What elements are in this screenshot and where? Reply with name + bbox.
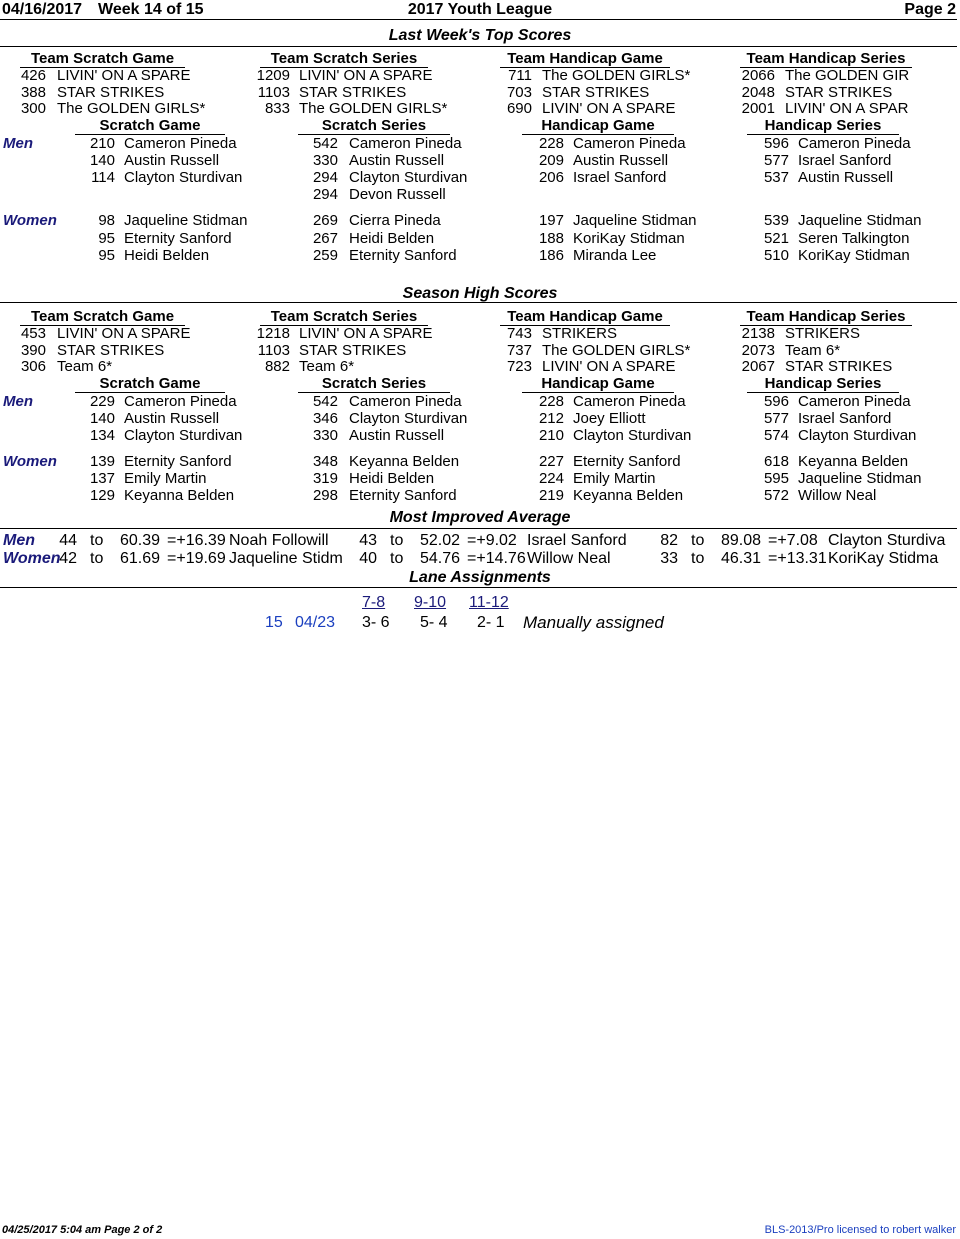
men-bowler: Cameron Pineda bbox=[573, 135, 686, 152]
men-score: 229 bbox=[89, 393, 115, 410]
men-bowler: Israel Sanford bbox=[798, 410, 892, 427]
women-bowler: Heidi Belden bbox=[124, 247, 210, 264]
women-bowler: Eternity Sanford bbox=[573, 453, 681, 470]
lane-head-9-10: 9-10 bbox=[414, 594, 447, 611]
team-score: 2073 bbox=[741, 341, 775, 359]
improved-avg: 52.02 bbox=[419, 532, 460, 549]
team-name: The GOLDEN GIRLS* bbox=[542, 67, 691, 84]
lane-date: 04/23 bbox=[295, 614, 336, 631]
team-name: The GOLDEN GIRLS* bbox=[57, 100, 206, 117]
men-bowler: Cameron Pineda bbox=[798, 135, 911, 152]
men-bowler: Cameron Pineda bbox=[124, 393, 237, 410]
individual-col-head: Handicap Series bbox=[747, 375, 899, 393]
improved-name: Israel Sanford bbox=[527, 532, 627, 549]
improved-gender-label: Women bbox=[3, 550, 61, 567]
lane-week: 15 bbox=[265, 614, 283, 631]
team-name: The GOLDEN GIRLS* bbox=[299, 100, 448, 117]
women-score: 139 bbox=[89, 453, 115, 470]
individual-col-head: Handicap Game bbox=[522, 375, 674, 393]
women-score: 618 bbox=[763, 453, 789, 470]
women-score: 510 bbox=[763, 247, 789, 264]
women-score: 595 bbox=[763, 470, 789, 487]
season-title: Season High Scores bbox=[402, 285, 558, 302]
improved-from: 43 bbox=[359, 532, 377, 549]
men-score: 294 bbox=[312, 186, 338, 203]
men-bowler: Austin Russell bbox=[349, 152, 445, 169]
team-name: Team 6* bbox=[299, 358, 355, 375]
footer-timestamp: 04/25/2017 5:04 am Page 2 of 2 bbox=[2, 1224, 163, 1236]
improved-avg: 46.31 bbox=[720, 550, 761, 567]
women-bowler: Heidi Belden bbox=[349, 470, 435, 487]
improved-from: 40 bbox=[359, 550, 377, 567]
women-score: 186 bbox=[538, 247, 564, 264]
women-score: 224 bbox=[538, 470, 564, 487]
women-score: 95 bbox=[98, 229, 115, 247]
lane-note: Manually assigned bbox=[523, 613, 664, 632]
team-score: 2048 bbox=[741, 83, 775, 101]
team-score: 300 bbox=[20, 100, 46, 117]
individual-col-head: Handicap Series bbox=[747, 117, 899, 135]
improved-to: to bbox=[90, 532, 104, 549]
women-score: 298 bbox=[312, 487, 338, 504]
improved-to: to bbox=[390, 550, 404, 567]
team-score: 426 bbox=[20, 67, 46, 84]
women-bowler: Eternity Sanford bbox=[349, 247, 457, 264]
improved-from: 44 bbox=[59, 532, 77, 549]
improved-avg: 89.08 bbox=[720, 532, 761, 549]
team-score: 833 bbox=[264, 100, 290, 117]
team-name: LIVIN' ON A SPARE bbox=[542, 358, 676, 375]
team-name: STAR STRIKES bbox=[57, 341, 165, 359]
lane-head-11-12: 11-12 bbox=[469, 594, 509, 611]
improved-title: Most Improved Average bbox=[389, 509, 571, 526]
improved-name: Jaqueline Stidm bbox=[229, 550, 343, 567]
improved-to: to bbox=[691, 550, 705, 567]
men-bowler: Clayton Sturdivan bbox=[124, 169, 243, 186]
men-bowler: Clayton Sturdivan bbox=[349, 410, 468, 427]
individual-col-head: Scratch Game bbox=[75, 375, 225, 393]
team-col-head: Team Handicap Series bbox=[740, 308, 912, 326]
men-bowler: Clayton Sturdivan bbox=[124, 427, 243, 444]
team-name: STAR STRIKES bbox=[785, 83, 893, 101]
men-score: 114 bbox=[91, 169, 115, 186]
team-score: 2067 bbox=[741, 358, 775, 375]
improved-diff: =+16.39 bbox=[167, 532, 226, 549]
men-score: 294 bbox=[312, 169, 338, 186]
men-bowler: Cameron Pineda bbox=[349, 135, 462, 152]
improved-name: Clayton Sturdiva bbox=[828, 532, 946, 549]
improved-avg: 60.39 bbox=[119, 532, 160, 549]
women-bowler: Keyanna Belden bbox=[124, 487, 235, 504]
women-label: Women bbox=[3, 212, 57, 229]
women-bowler: Heidi Belden bbox=[349, 229, 435, 247]
men-score: 596 bbox=[763, 135, 789, 152]
women-score: 539 bbox=[763, 212, 789, 229]
women-score: 269 bbox=[312, 212, 338, 229]
report-date: 04/16/2017 bbox=[2, 1, 83, 18]
men-score: 210 bbox=[538, 427, 564, 444]
men-bowler: Clayton Sturdivan bbox=[349, 169, 468, 186]
team-score: 1103 bbox=[257, 83, 290, 101]
women-score: 219 bbox=[538, 487, 564, 504]
team-score: 703 bbox=[506, 83, 532, 101]
men-label: Men bbox=[3, 393, 33, 410]
women-bowler: Keyanna Belden bbox=[573, 487, 684, 504]
women-bowler: KoriKay Stidman bbox=[573, 229, 685, 247]
women-bowler: Jaqueline Stidman bbox=[573, 212, 697, 229]
men-bowler: Cameron Pineda bbox=[124, 135, 237, 152]
improved-avg: 54.76 bbox=[419, 550, 460, 567]
last-week-divider bbox=[0, 46, 957, 47]
improved-divider bbox=[0, 528, 957, 529]
team-name: STAR STRIKES bbox=[542, 83, 650, 101]
women-score: 259 bbox=[312, 247, 338, 264]
women-bowler: Jaqueline Stidman bbox=[798, 212, 922, 229]
improved-diff: =+14.76 bbox=[467, 550, 526, 567]
team-score: 1103 bbox=[257, 341, 290, 359]
women-bowler: Emily Martin bbox=[124, 470, 207, 487]
men-score: 330 bbox=[312, 152, 338, 169]
league-title: 2017 Youth League bbox=[407, 1, 553, 18]
improved-gender-label: Men bbox=[3, 532, 35, 549]
lane-pair-7-8: 3- 6 bbox=[362, 614, 390, 631]
team-score: 306 bbox=[20, 358, 46, 375]
team-name: STAR STRIKES bbox=[57, 83, 165, 101]
improved-from: 42 bbox=[59, 550, 77, 567]
men-bowler: Joey Elliott bbox=[573, 410, 646, 427]
women-score: 319 bbox=[312, 470, 338, 487]
team-score: 2001 bbox=[741, 100, 775, 117]
team-score: 1209 bbox=[256, 67, 290, 84]
men-bowler: Clayton Sturdivan bbox=[573, 427, 692, 444]
team-score: 2066 bbox=[741, 67, 775, 84]
team-col-head: Team Scratch Game bbox=[20, 308, 185, 326]
team-score: 390 bbox=[20, 341, 46, 359]
improved-to: to bbox=[90, 550, 104, 567]
lanes-divider bbox=[0, 587, 957, 588]
men-score: 542 bbox=[312, 135, 338, 152]
team-col-head: Team Handicap Game bbox=[500, 50, 670, 68]
team-name: LIVIN' ON A SPARE bbox=[299, 325, 433, 342]
men-bowler: Austin Russell bbox=[798, 169, 894, 186]
footer-license: BLS-2013/Pro licensed to robert walker bbox=[764, 1224, 956, 1236]
individual-col-head: Scratch Game bbox=[75, 117, 225, 135]
men-score: 140 bbox=[89, 152, 115, 169]
men-bowler: Cameron Pineda bbox=[349, 393, 462, 410]
team-name: STAR STRIKES bbox=[785, 358, 893, 375]
team-name: STRIKERS bbox=[542, 325, 618, 342]
team-score: 1218 bbox=[256, 325, 290, 342]
improved-diff: =+13.31 bbox=[768, 550, 827, 567]
individual-col-head: Handicap Game bbox=[522, 117, 674, 135]
men-bowler: Israel Sanford bbox=[573, 169, 667, 186]
men-score: 134 bbox=[89, 427, 115, 444]
men-score: 228 bbox=[538, 135, 564, 152]
women-score: 197 bbox=[538, 212, 564, 229]
team-name: LIVIN' ON A SPARE bbox=[299, 67, 433, 84]
women-bowler: Keyanna Belden bbox=[349, 453, 460, 470]
women-bowler: Miranda Lee bbox=[573, 247, 657, 264]
team-name: STAR STRIKES bbox=[299, 341, 407, 359]
team-score: 882 bbox=[264, 358, 290, 375]
women-score: 572 bbox=[763, 487, 789, 504]
men-bowler: Israel Sanford bbox=[798, 152, 892, 169]
lane-head-7-8: 7-8 bbox=[362, 594, 386, 611]
individual-col-head: Scratch Series bbox=[298, 117, 450, 135]
men-bowler: Devon Russell bbox=[349, 186, 446, 203]
men-score: 206 bbox=[538, 169, 564, 186]
men-bowler: Austin Russell bbox=[124, 410, 220, 427]
men-score: 577 bbox=[763, 410, 789, 427]
team-name: LIVIN' ON A SPARE bbox=[542, 100, 676, 117]
team-score: 737 bbox=[506, 341, 532, 359]
women-score: 521 bbox=[763, 229, 789, 247]
men-bowler: Austin Russell bbox=[573, 152, 669, 169]
improved-to: to bbox=[691, 532, 705, 549]
team-col-head: Team Handicap Series bbox=[740, 50, 912, 68]
team-col-head: Team Scratch Series bbox=[260, 308, 428, 326]
improved-name: Willow Neal bbox=[527, 550, 611, 567]
women-score: 227 bbox=[538, 453, 564, 470]
improved-from: 82 bbox=[660, 532, 678, 549]
men-score: 537 bbox=[763, 169, 789, 186]
improved-diff: =+9.02 bbox=[467, 532, 517, 549]
men-score: 577 bbox=[763, 152, 789, 169]
men-bowler: Austin Russell bbox=[349, 427, 445, 444]
team-score: 743 bbox=[506, 325, 532, 342]
women-bowler: Eternity Sanford bbox=[349, 487, 457, 504]
team-name: The GOLDEN GIRLS* bbox=[542, 341, 691, 359]
women-bowler: Jaqueline Stidman bbox=[124, 212, 248, 229]
women-score: 129 bbox=[89, 487, 115, 504]
women-bowler: KoriKay Stidman bbox=[798, 247, 910, 264]
women-bowler: Eternity Sanford bbox=[124, 229, 232, 247]
team-col-head: Team Scratch Game bbox=[20, 50, 185, 68]
team-name: STAR STRIKES bbox=[299, 83, 407, 101]
team-score: 690 bbox=[506, 100, 532, 117]
men-bowler: Cameron Pineda bbox=[573, 393, 686, 410]
individual-col-head: Scratch Series bbox=[298, 375, 450, 393]
page-number: Page 2 bbox=[904, 1, 956, 18]
women-score: 267 bbox=[312, 229, 338, 247]
men-score: 209 bbox=[538, 152, 564, 169]
improved-to: to bbox=[390, 532, 404, 549]
women-bowler: Jaqueline Stidman bbox=[798, 470, 922, 487]
improved-diff: =+7.08 bbox=[768, 532, 818, 549]
team-name: Team 6* bbox=[785, 341, 841, 359]
women-score: 98 bbox=[98, 212, 115, 229]
women-bowler: Willow Neal bbox=[798, 487, 877, 504]
men-score: 210 bbox=[89, 135, 115, 152]
men-score: 542 bbox=[312, 393, 338, 410]
team-score: 453 bbox=[20, 325, 46, 342]
improved-avg: 61.69 bbox=[119, 550, 160, 567]
team-col-head: Team Handicap Game bbox=[500, 308, 670, 326]
women-score: 348 bbox=[312, 453, 338, 470]
men-score: 212 bbox=[538, 410, 564, 427]
team-score: 388 bbox=[20, 83, 46, 101]
men-score: 330 bbox=[312, 427, 338, 444]
lane-pair-9-10: 5- 4 bbox=[420, 614, 448, 631]
women-score: 137 bbox=[89, 470, 115, 487]
team-score: 2138 bbox=[741, 325, 775, 342]
men-bowler: Austin Russell bbox=[124, 152, 220, 169]
women-label: Women bbox=[3, 453, 57, 470]
header-divider bbox=[0, 19, 957, 20]
improved-name: KoriKay Stidma bbox=[828, 550, 939, 567]
team-score: 711 bbox=[508, 67, 532, 84]
week-indicator: Week 14 of 15 bbox=[98, 1, 204, 18]
improved-name: Noah Followill bbox=[229, 532, 329, 549]
men-bowler: Clayton Sturdivan bbox=[798, 427, 917, 444]
team-name: LIVIN' ON A SPARE bbox=[57, 67, 191, 84]
lane-pair-11-12: 2- 1 bbox=[477, 614, 505, 631]
men-label: Men bbox=[3, 135, 33, 152]
women-bowler: Emily Martin bbox=[573, 470, 656, 487]
last-week-title: Last Week's Top Scores bbox=[388, 27, 572, 44]
men-score: 228 bbox=[538, 393, 564, 410]
men-score: 596 bbox=[763, 393, 789, 410]
women-bowler: Seren Talkington bbox=[798, 229, 910, 247]
women-bowler: Cierra Pineda bbox=[349, 212, 441, 229]
lanes-title: Lane Assignments bbox=[409, 569, 551, 586]
team-name: LIVIN' ON A SPARE bbox=[57, 325, 191, 342]
team-name: The GOLDEN GIR bbox=[785, 67, 910, 84]
improved-diff: =+19.69 bbox=[167, 550, 226, 567]
team-col-head: Team Scratch Series bbox=[260, 50, 428, 68]
improved-from: 33 bbox=[660, 550, 678, 567]
women-bowler: Keyanna Belden bbox=[798, 453, 909, 470]
men-score: 140 bbox=[89, 410, 115, 427]
men-score: 346 bbox=[312, 410, 338, 427]
women-score: 188 bbox=[538, 229, 564, 247]
women-bowler: Eternity Sanford bbox=[124, 453, 232, 470]
team-name: STRIKERS bbox=[785, 325, 861, 342]
team-score: 723 bbox=[506, 358, 532, 375]
men-score: 574 bbox=[763, 427, 789, 444]
women-score: 95 bbox=[98, 247, 115, 264]
team-name: LIVIN' ON A SPAR bbox=[785, 100, 909, 117]
men-bowler: Cameron Pineda bbox=[798, 393, 911, 410]
team-name: Team 6* bbox=[57, 358, 113, 375]
